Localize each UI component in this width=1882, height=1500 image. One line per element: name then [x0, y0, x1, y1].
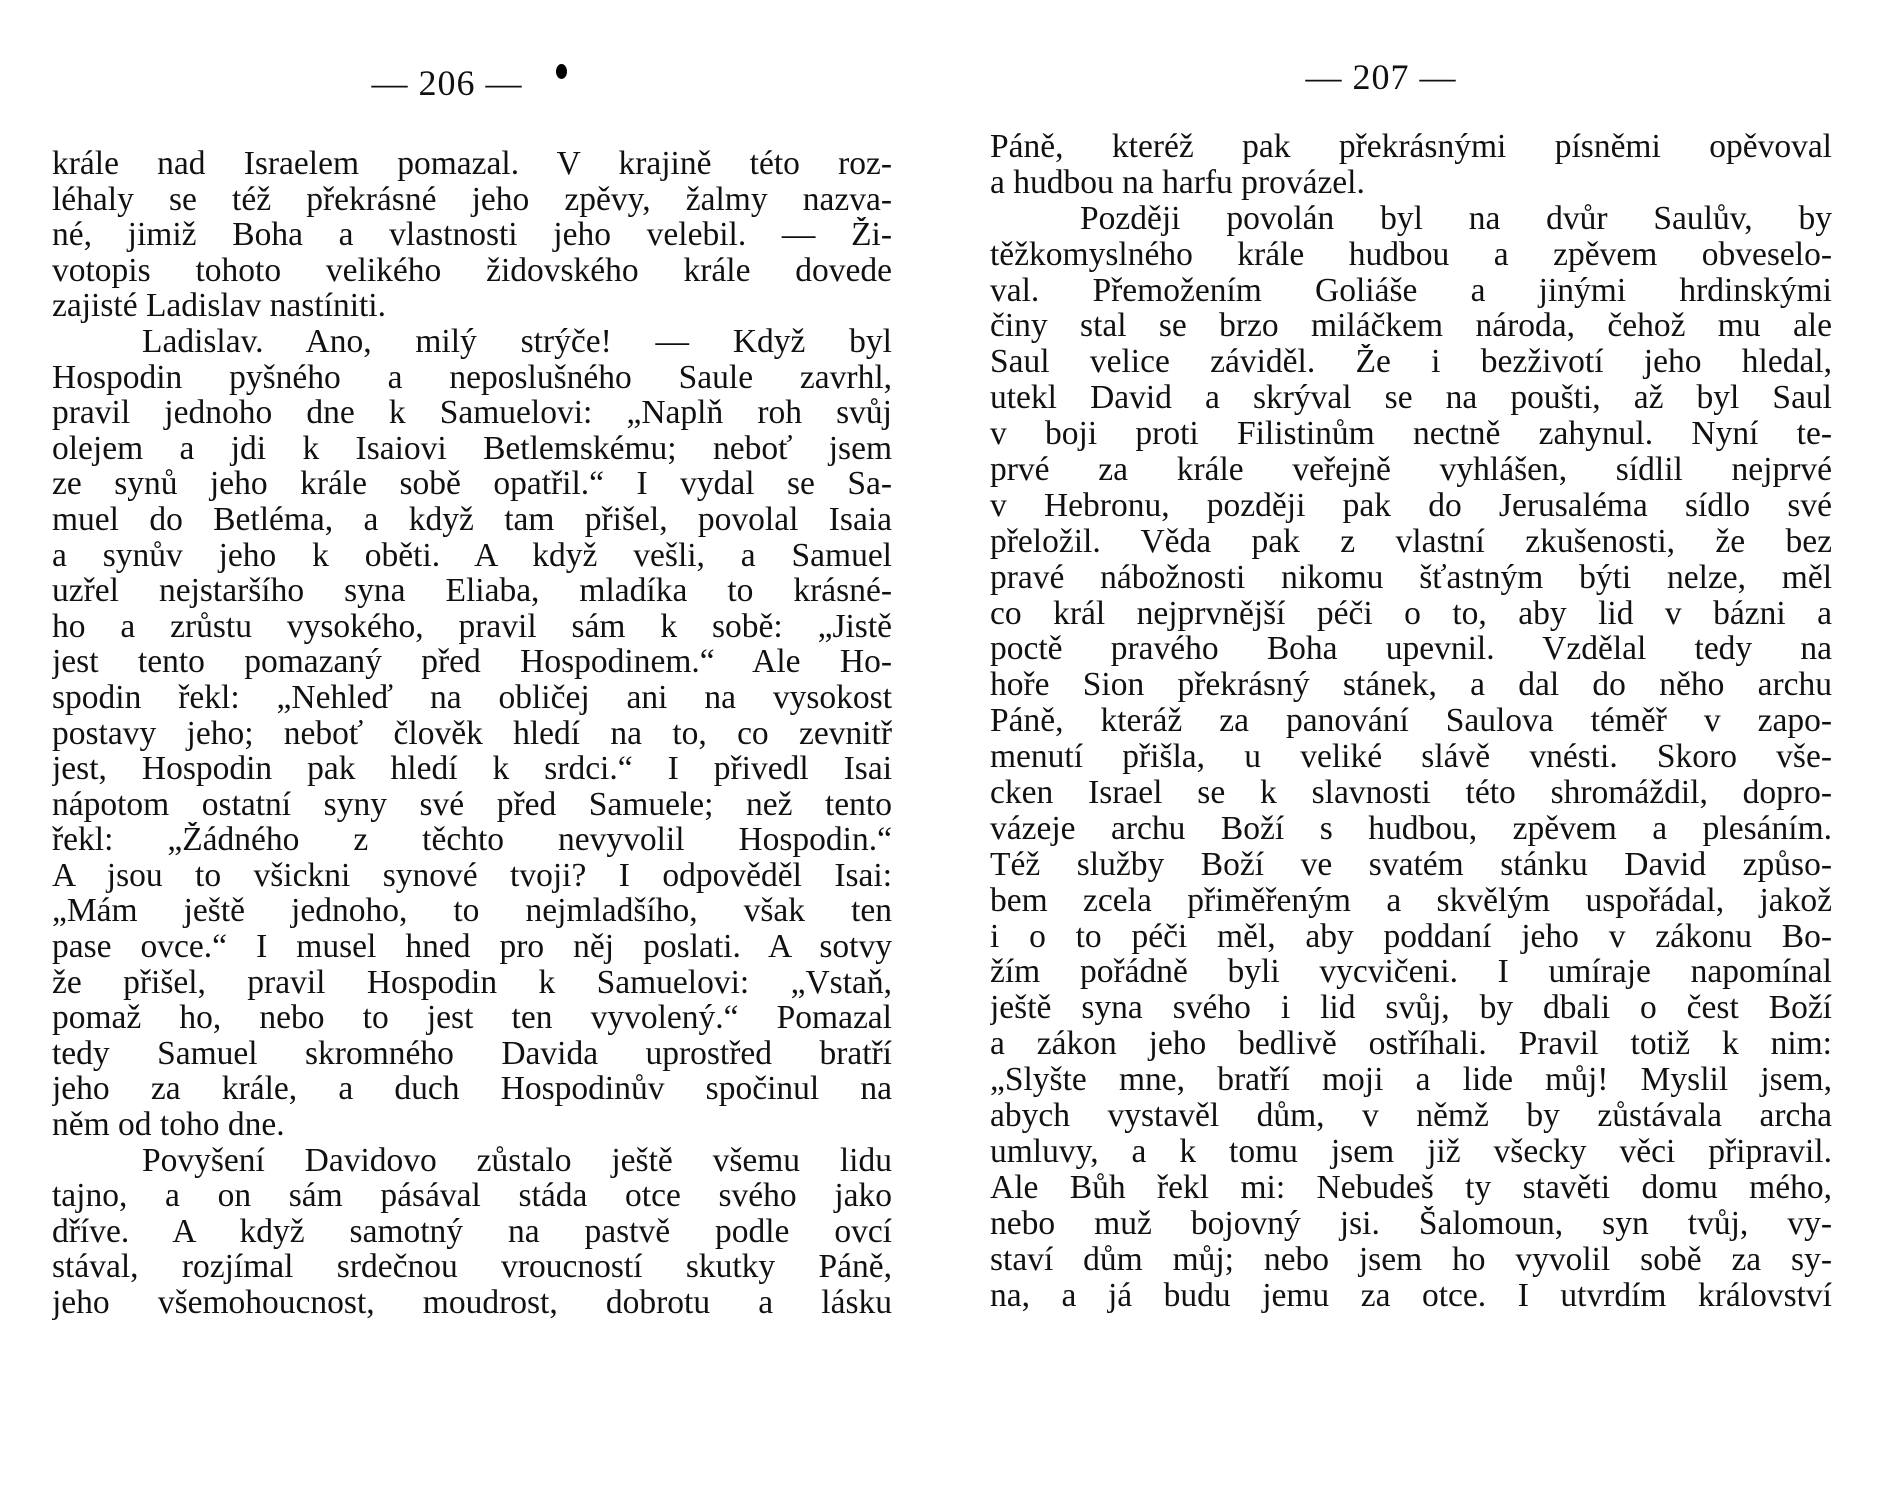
- text-line: „Slyšte mne, bratří moji a lide můj! Myslil jsem,: [990, 1062, 1832, 1099]
- text-line: menutí přišla, u veliké slávě vnésti. Skoro vše-: [990, 739, 1832, 776]
- text-line: řekl: „Žádného z těchto nevyvolil Hospodin.“: [52, 822, 892, 858]
- text-line: nebo muž bojovný jsi. Šalomoun, syn tvůj, vy-: [990, 1205, 1832, 1242]
- text-line: val. Přemožením Goliáše a jinými hrdinskými: [990, 272, 1832, 309]
- text-line: a synův jeho k oběti. A když vešli, a Samuel: [52, 537, 892, 574]
- text-line: „Mám ještě jednoho, to nejmladšího, však ten: [52, 893, 892, 930]
- text-line: muel do Betléma, a když tam přišel, povolal Isaia: [52, 501, 892, 538]
- text-line: spodin řekl: „Nehleď na obličej ani na vysokost: [52, 679, 892, 716]
- text-line: stával, rozjímal srdečnou vroucností skutky Páně,: [52, 1249, 892, 1285]
- text-line: něm od toho dne.: [52, 1107, 285, 1143]
- text-line: prvé za krále veřejně vyhlášen, sídlil nejprvé: [990, 452, 1832, 488]
- text-line: co král nejprvnější péči o to, aby lid v bázni a: [990, 595, 1832, 632]
- text-line: zajisté Ladislav nastíniti.: [52, 288, 386, 324]
- text-line: né, jimiž Boha a vlastnosti jeho velebil. — Ži-: [52, 217, 892, 253]
- text-line: tajno, a on sám pásával stáda otce svého jako: [52, 1178, 892, 1214]
- text-line: Ale Bůh řekl mi: Nebudeš ty stavěti domu mého,: [990, 1169, 1832, 1206]
- text-line: ho a zrůstu vysokého, pravil sám k sobě: „Jistě: [52, 608, 892, 645]
- text-line: dříve. A když samotný na pastvě podle ovcí: [52, 1213, 892, 1250]
- text-line: bem zcela přiměřeným a skvělým uspořádal, jakož: [990, 882, 1832, 919]
- text-line: postavy jeho; neboť člověk hledí na to, co zevnitř: [52, 715, 892, 752]
- text-line: krále nad Israelem pomazal. V krajině této roz-: [52, 146, 892, 182]
- text-line: ze synů jeho krále sobě opatřil.“ I vydal se Sa-: [52, 466, 892, 502]
- text-line: a zákon jeho bedlivě ostříhali. Pravil totiž k nim:: [990, 1026, 1832, 1063]
- text-line: uzřel nejstaršího syna Eliaba, mladíka to krásné-: [52, 573, 892, 609]
- text-line: i o to péči měl, aby poddaní jeho v zákonu Bo-: [990, 918, 1832, 955]
- page-number: — 207 —: [1305, 57, 1457, 97]
- text-line: přeložil. Věda pak z vlastní zkušenosti, že bez: [990, 523, 1832, 560]
- text-line: těžkomyslného krále hudbou a zpěvem obveselo-: [990, 236, 1832, 273]
- text-line: jest tento pomazaný před Hospodinem.“ Ale Ho-: [52, 644, 892, 680]
- text-line: staví dům můj; nebo jsem ho vyvolil sobě za sy-: [990, 1241, 1832, 1278]
- text-line: umluvy, a k tomu jsem již všecky věci připravil.: [990, 1133, 1832, 1170]
- text-line: jest, Hospodin pak hledí k srdci.“ I přivedl Isai: [52, 751, 892, 787]
- text-line: jeho za krále, a duch Hospodinův spočinul na: [52, 1071, 892, 1108]
- text-line: poctě pravého Boha upevnil. Vzdělal tedy na: [990, 631, 1832, 668]
- text-line: olejem a jdi k Isaiovi Betlemskému; neboť jsem: [52, 430, 892, 467]
- text-line: a hudbou na harfu provázel.: [990, 164, 1365, 201]
- text-line: cken Israel se k slavnosti této shromáždil, dopro-: [990, 775, 1832, 811]
- text-line: žím pořádně byli vycvičeni. I umíraje napomínal: [990, 954, 1832, 991]
- text-line: v boji proti Filistinům nectně zahynul. Nyní te-: [990, 416, 1832, 453]
- text-line: Ladislav. Ano, milý strýče! — Když byl: [142, 323, 892, 360]
- text-line: Saul velice záviděl. Že i bezživotí jeho hledal,: [990, 344, 1832, 381]
- text-line: Hospodin pyšného a neposlušného Saule zavrhl,: [52, 359, 892, 396]
- text-line: Později povolán byl na dvůr Saulův, by: [1080, 200, 1832, 237]
- text-line: abych vystavěl dům, v němž by zůstávala archa: [990, 1098, 1832, 1134]
- page-number: — 206 —: [371, 63, 523, 103]
- text-line: v Hebronu, později pak do Jerusaléma sídlo své: [990, 487, 1832, 524]
- text-line: tedy Samuel skromného Davida uprostřed bratří: [52, 1035, 892, 1072]
- text-line: léhaly se též překrásné jeho zpěvy, žalmy nazva-: [52, 181, 892, 218]
- text-line: na, a já budu jemu za otce. I utvrdím království: [990, 1277, 1832, 1314]
- text-line: pravé nábožnosti nikomu šťastným býti nelze, měl: [990, 559, 1832, 596]
- text-line: pase ovce.“ I musel hned pro něj poslati. A sotvy: [52, 929, 892, 965]
- text-line: ještě syna svého i lid svůj, by dbali o čest Boží: [990, 990, 1832, 1027]
- text-line: Páně, kteráž za panování Saulova téměř v zapo-: [990, 703, 1832, 740]
- ink-blot: [556, 64, 567, 79]
- text-line: A jsou to všickni synové tvoji? I odpověděl Isai:: [52, 857, 892, 894]
- text-line: pravil jednoho dne k Samuelovi: „Naplň roh svůj: [52, 395, 892, 431]
- text-line: nápotom ostatní syny své před Samuele; než tento: [52, 786, 892, 823]
- text-line: hoře Sion překrásný stánek, a dal do něho archu: [990, 667, 1832, 704]
- text-line: votopis tohoto velikého židovského krále dovede: [52, 252, 892, 289]
- text-line: pomaž ho, nebo to jest ten vyvolený.“ Pomazal: [52, 1000, 892, 1036]
- text-line: Povyšení Davidovo zůstalo ještě všemu lidu: [142, 1142, 892, 1179]
- text-line: že přišel, pravil Hospodin k Samuelovi: „Vstaň,: [52, 964, 892, 1001]
- text-line: utekl David a skrýval se na poušti, až byl Saul: [990, 380, 1832, 417]
- text-line: činy stal se brzo miláčkem národa, čehož mu ale: [990, 308, 1832, 345]
- text-line: jeho všemohoucnost, moudrost, dobrotu a lásku: [52, 1285, 892, 1321]
- page-text: [990, 129, 1832, 1313]
- text-line: vázeje archu Boží s hudbou, zpěvem a plesáním.: [990, 810, 1832, 847]
- text-line: Též služby Boží ve svatém stánku David způso-: [990, 846, 1832, 883]
- page-text: [52, 146, 892, 1321]
- text-line: Páně, kteréž pak překrásnými písněmi opěvoval: [990, 129, 1832, 165]
